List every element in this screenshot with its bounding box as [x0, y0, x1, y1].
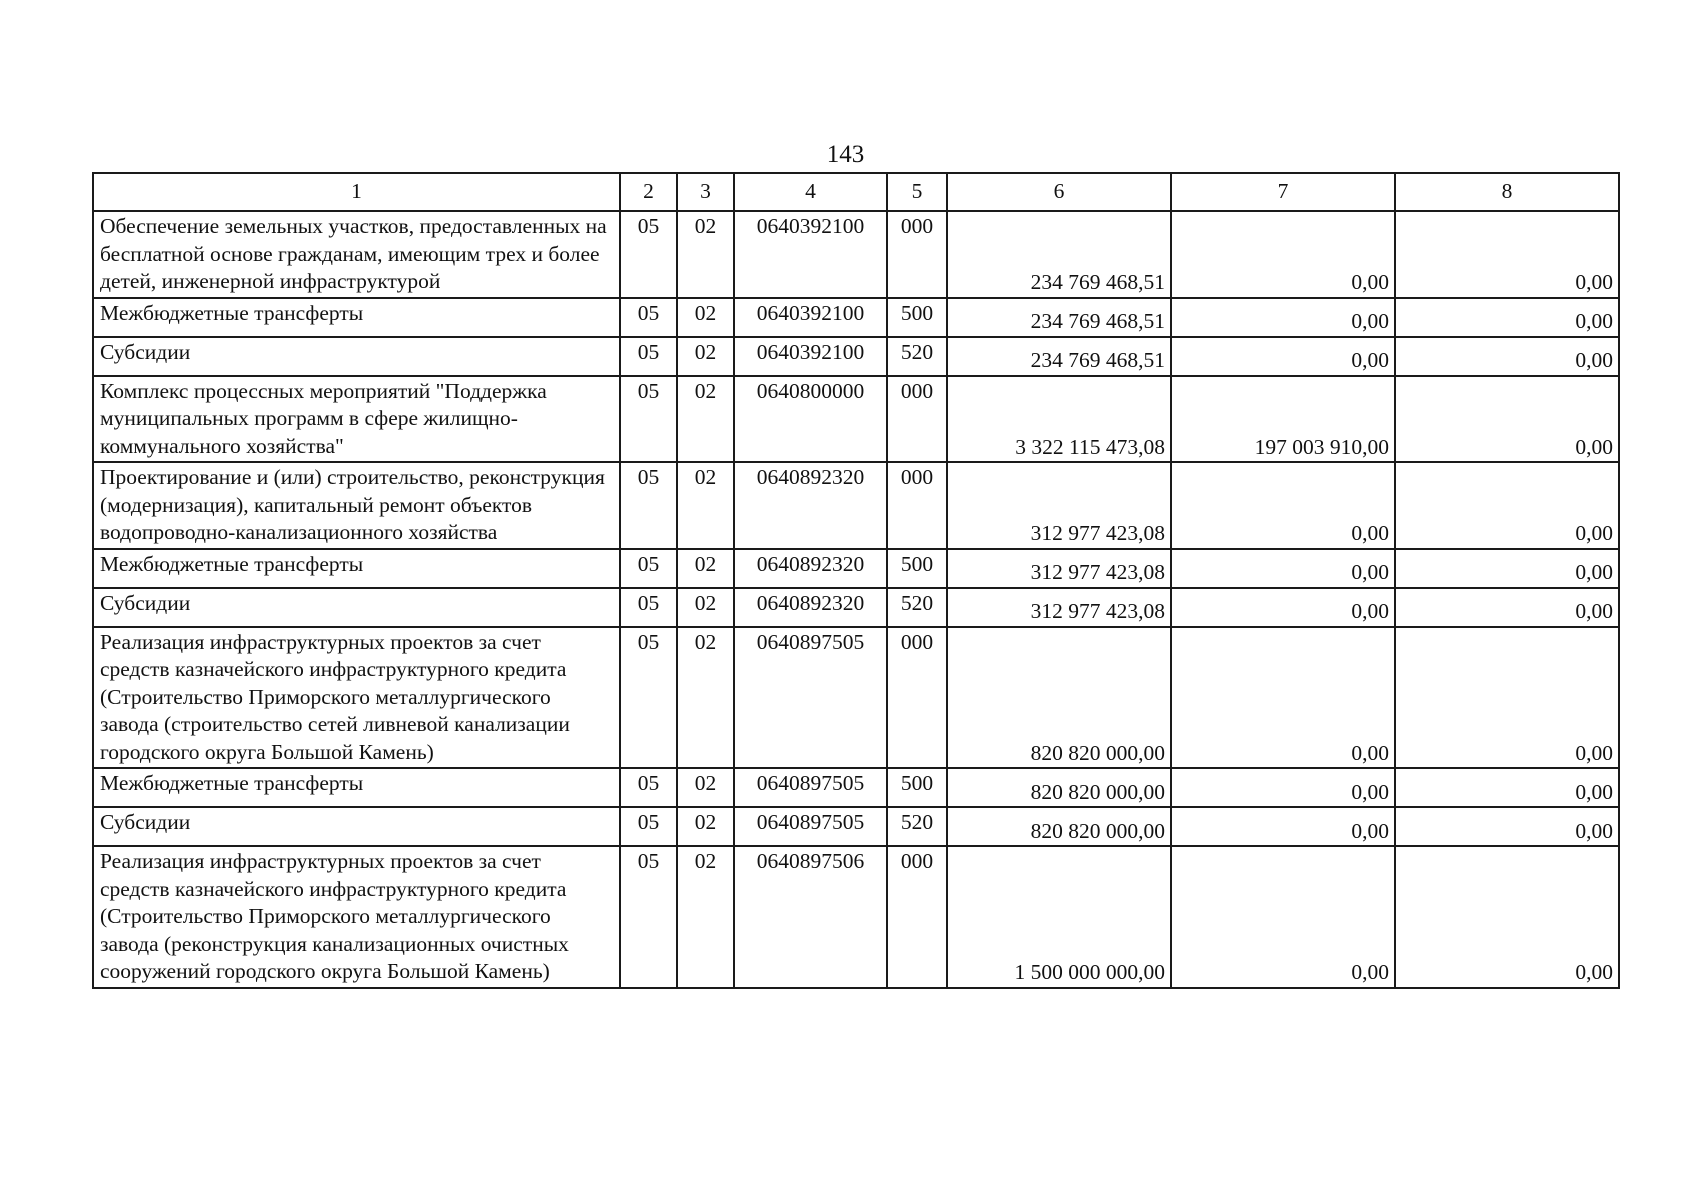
subsection-code: 02: [677, 807, 734, 846]
section-code: 05: [620, 211, 677, 298]
target-article-code: 0640892320: [734, 588, 887, 627]
amount-col6: 234 769 468,51: [947, 337, 1171, 376]
expense-name: Межбюджетные трансферты: [93, 298, 620, 337]
table-row: [93, 211, 1619, 298]
amount-col8: 0,00: [1395, 462, 1619, 549]
table-row: [93, 549, 1619, 588]
amount-col7: 0,00: [1171, 768, 1395, 807]
section-code: 05: [620, 337, 677, 376]
column-header: 7: [1171, 173, 1395, 211]
expense-type-code: 000: [887, 846, 947, 988]
column-header: 6: [947, 173, 1171, 211]
target-article-code: 0640392100: [734, 337, 887, 376]
expense-type-code: 520: [887, 588, 947, 627]
amount-col7: 0,00: [1171, 462, 1395, 549]
target-article-code: 0640392100: [734, 211, 887, 298]
expense-type-code: 000: [887, 211, 947, 298]
amount-col8: 0,00: [1395, 807, 1619, 846]
column-header: 3: [677, 173, 734, 211]
section-code: 05: [620, 298, 677, 337]
section-code: 05: [620, 846, 677, 988]
column-header: 4: [734, 173, 887, 211]
expense-name: Межбюджетные трансферты: [93, 549, 620, 588]
amount-col7: 0,00: [1171, 211, 1395, 298]
amount-col7: 0,00: [1171, 298, 1395, 337]
subsection-code: 02: [677, 376, 734, 463]
expense-type-code: 000: [887, 462, 947, 549]
table-row: [93, 462, 1619, 549]
expense-type-code: 000: [887, 627, 947, 769]
amount-col7: 197 003 910,00: [1171, 376, 1395, 463]
subsection-code: 02: [677, 549, 734, 588]
target-article-code: 0640800000: [734, 376, 887, 463]
amount-col7: 0,00: [1171, 337, 1395, 376]
table-row: [93, 588, 1619, 627]
amount-col6: 234 769 468,51: [947, 298, 1171, 337]
expense-name: Субсидии: [93, 807, 620, 846]
section-code: 05: [620, 807, 677, 846]
amount-col8: 0,00: [1395, 376, 1619, 463]
column-header: 5: [887, 173, 947, 211]
table-row: [93, 627, 1619, 769]
expense-name: Субсидии: [93, 337, 620, 376]
expense-type-code: 000: [887, 376, 947, 463]
page-number: 143: [826, 141, 865, 168]
table-row: [93, 846, 1619, 988]
expense-type-code: 500: [887, 549, 947, 588]
subsection-code: 02: [677, 462, 734, 549]
amount-col8: 0,00: [1395, 588, 1619, 627]
expense-name: Реализация инфраструктурных проектов за счет средств казначейского инфраструктурного кредита (Строительство Приморского металлургического завода (строительство сетей ливневой канализации городского округа Большой Камень): [93, 627, 620, 769]
target-article-code: 0640892320: [734, 549, 887, 588]
amount-col6: 1 500 000 000,00: [947, 846, 1171, 988]
amount-col7: 0,00: [1171, 588, 1395, 627]
budget-table: [92, 172, 1620, 989]
amount-col7: 0,00: [1171, 807, 1395, 846]
expense-name: Реализация инфраструктурных проектов за счет средств казначейского инфраструктурного кредита (Строительство Приморского металлургического завода (реконструкция канализационных очистных сооружений городского округа Большой Камень): [93, 846, 620, 988]
target-article-code: 0640897505: [734, 627, 887, 769]
amount-col8: 0,00: [1395, 211, 1619, 298]
amount-col6: 312 977 423,08: [947, 549, 1171, 588]
section-code: 05: [620, 588, 677, 627]
amount-col6: 234 769 468,51: [947, 211, 1171, 298]
subsection-code: 02: [677, 211, 734, 298]
subsection-code: 02: [677, 846, 734, 988]
amount-col8: 0,00: [1395, 768, 1619, 807]
amount-col6: 820 820 000,00: [947, 768, 1171, 807]
amount-col6: 312 977 423,08: [947, 462, 1171, 549]
section-code: 05: [620, 768, 677, 807]
column-header: 8: [1395, 173, 1619, 211]
target-article-code: 0640897505: [734, 768, 887, 807]
target-article-code: 0640392100: [734, 298, 887, 337]
amount-col6: 312 977 423,08: [947, 588, 1171, 627]
subsection-code: 02: [677, 337, 734, 376]
section-code: 05: [620, 376, 677, 463]
subsection-code: 02: [677, 768, 734, 807]
table-row: [93, 807, 1619, 846]
expense-name: Межбюджетные трансферты: [93, 768, 620, 807]
target-article-code: 0640897505: [734, 807, 887, 846]
amount-col8: 0,00: [1395, 627, 1619, 769]
expense-type-code: 520: [887, 807, 947, 846]
expense-type-code: 500: [887, 768, 947, 807]
section-code: 05: [620, 549, 677, 588]
target-article-code: 0640892320: [734, 462, 887, 549]
amount-col8: 0,00: [1395, 549, 1619, 588]
target-article-code: 0640897506: [734, 846, 887, 988]
subsection-code: 02: [677, 588, 734, 627]
amount-col6: 820 820 000,00: [947, 627, 1171, 769]
table-header-row: [93, 173, 1619, 211]
amount-col8: 0,00: [1395, 337, 1619, 376]
expense-name: Субсидии: [93, 588, 620, 627]
expense-name: Обеспечение земельных участков, предоставленных на бесплатной основе гражданам, имеющим трех и более детей, инженерной инфраструктурой: [93, 211, 620, 298]
table-row: [93, 337, 1619, 376]
amount-col8: 0,00: [1395, 298, 1619, 337]
table-row: [93, 376, 1619, 463]
expense-name: Проектирование и (или) строительство, реконструкция (модернизация), капитальный ремонт объектов водопроводно-канализационного хозяйства: [93, 462, 620, 549]
column-header: 2: [620, 173, 677, 211]
expense-name: Комплекс процессных мероприятий "Поддержка муниципальных программ в сфере жилищно-коммунального хозяйства": [93, 376, 620, 463]
subsection-code: 02: [677, 627, 734, 769]
expense-type-code: 500: [887, 298, 947, 337]
amount-col7: 0,00: [1171, 549, 1395, 588]
section-code: 05: [620, 627, 677, 769]
amount-col7: 0,00: [1171, 846, 1395, 988]
section-code: 05: [620, 462, 677, 549]
subsection-code: 02: [677, 298, 734, 337]
column-header: 1: [93, 173, 620, 211]
amount-col6: 3 322 115 473,08: [947, 376, 1171, 463]
amount-col6: 820 820 000,00: [947, 807, 1171, 846]
amount-col7: 0,00: [1171, 627, 1395, 769]
table-row: [93, 768, 1619, 807]
expense-type-code: 520: [887, 337, 947, 376]
amount-col8: 0,00: [1395, 846, 1619, 988]
table-row: [93, 298, 1619, 337]
